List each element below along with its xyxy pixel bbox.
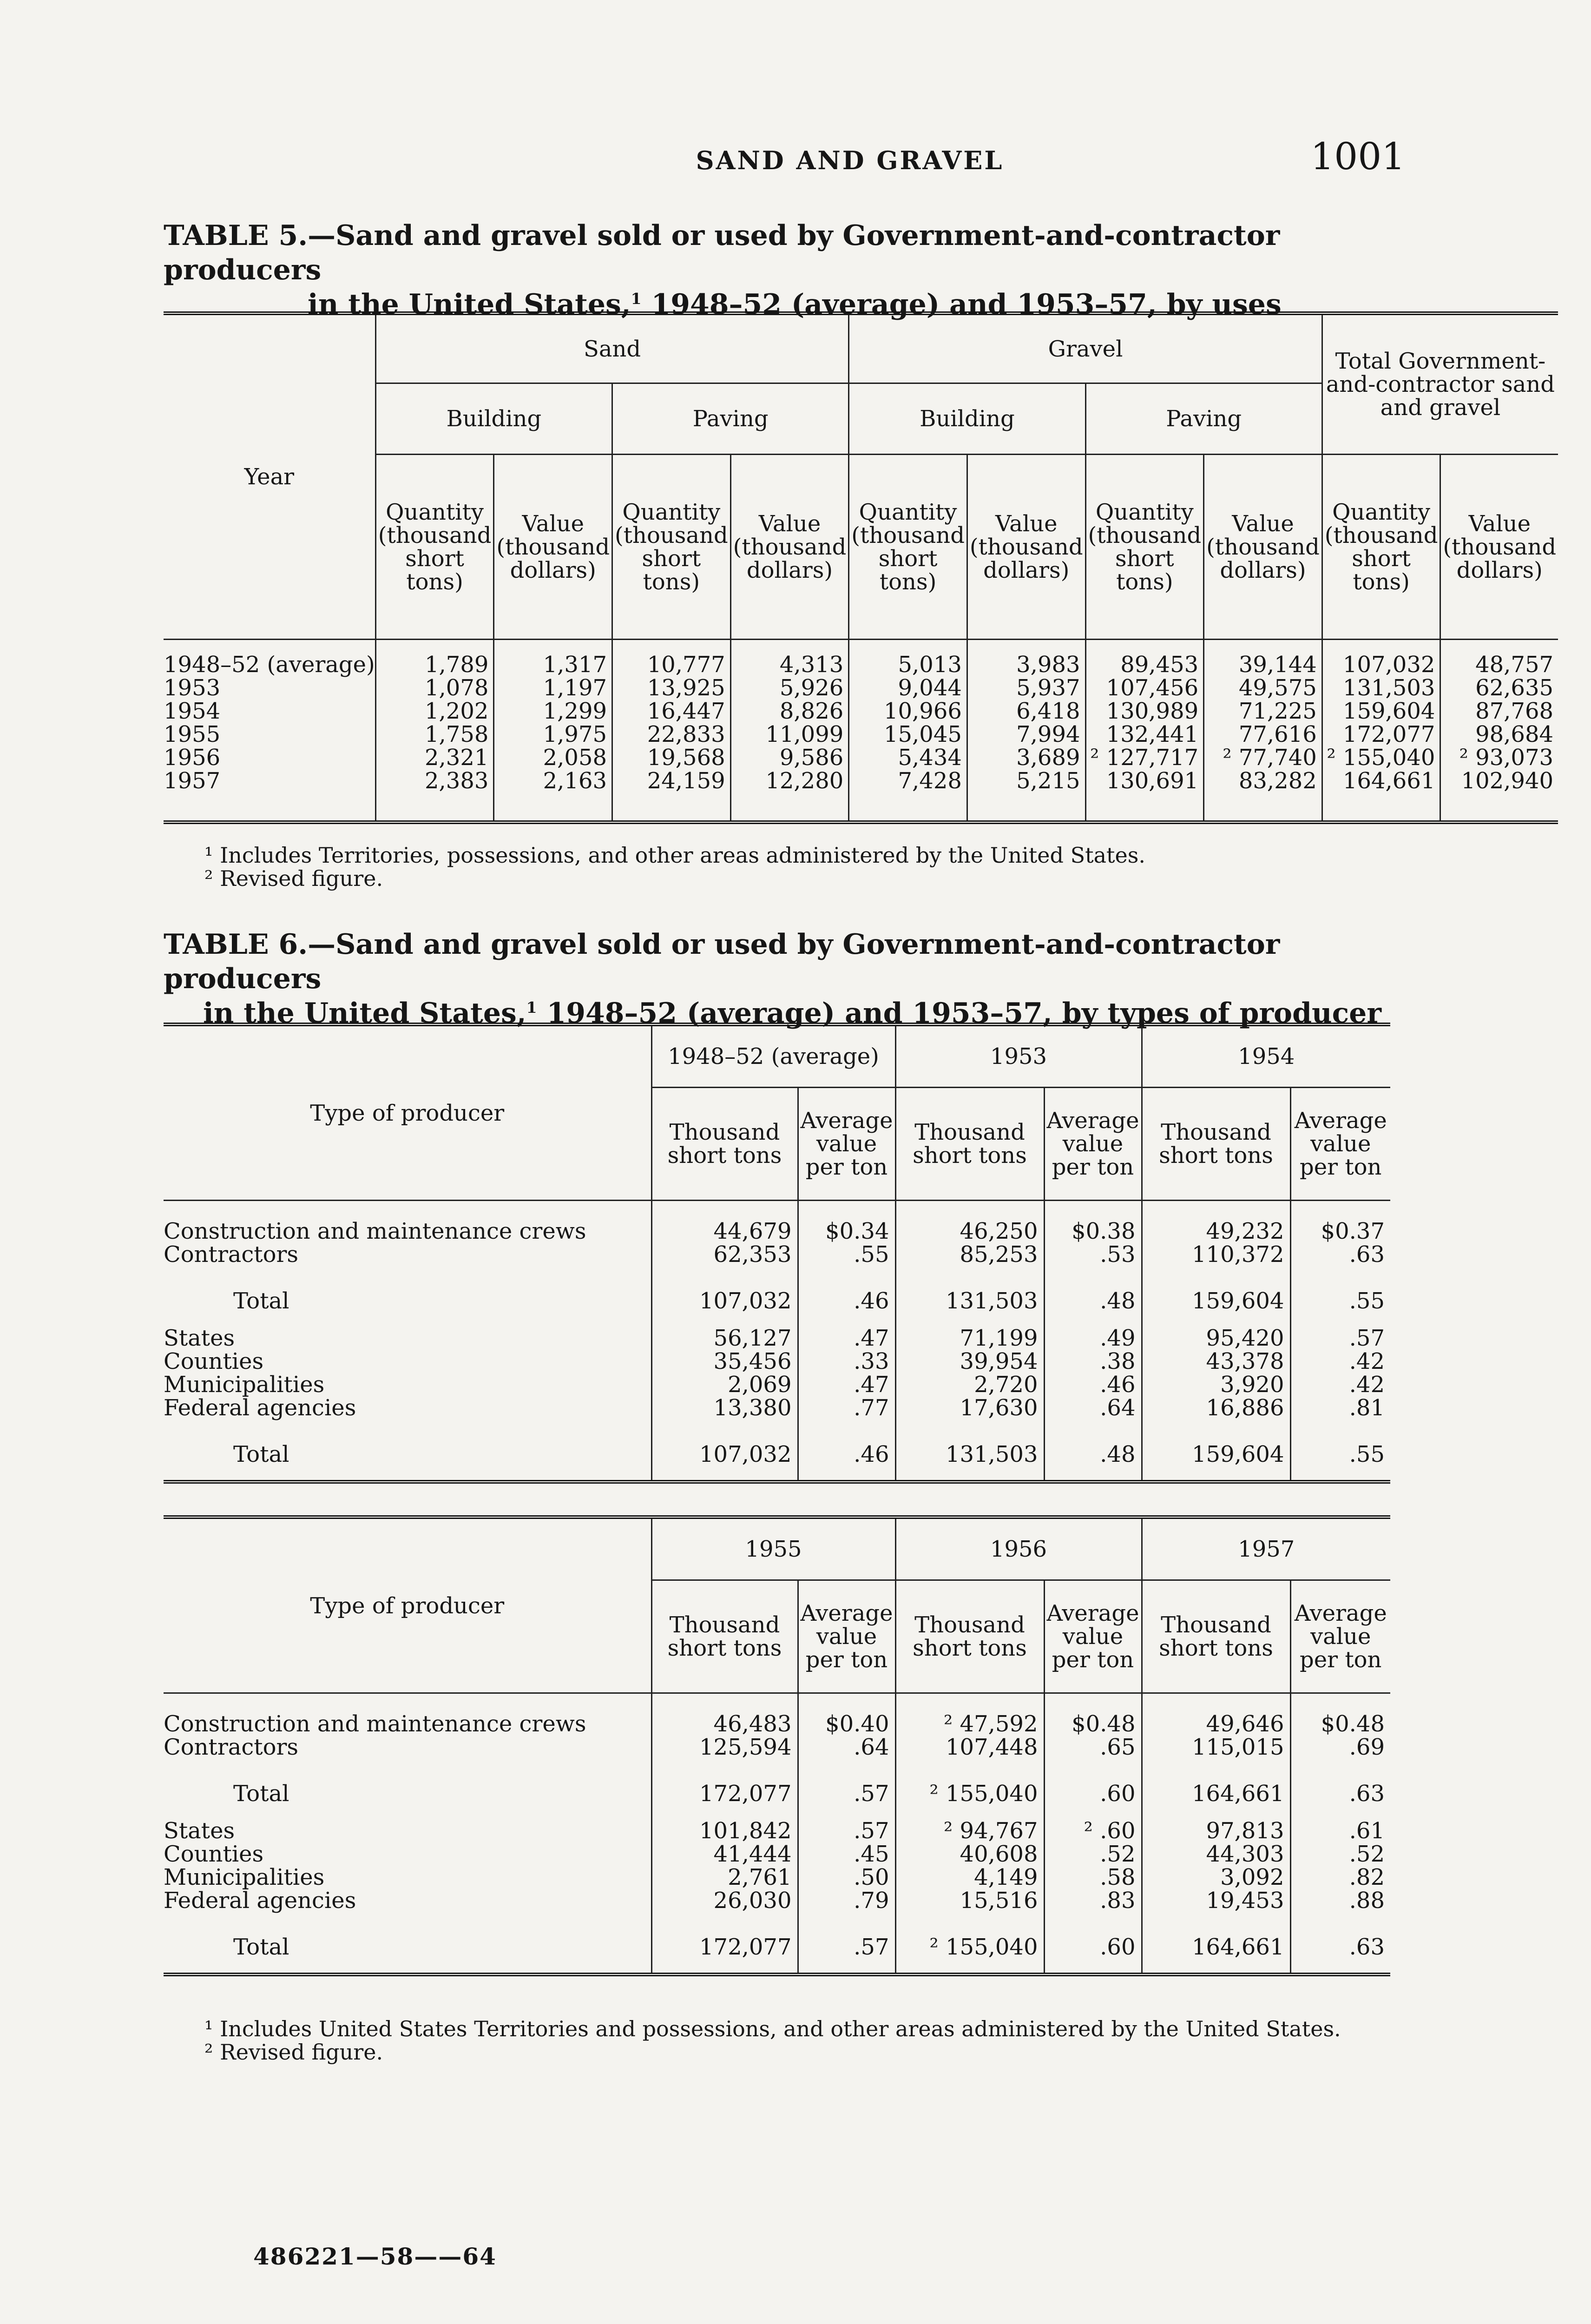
cell: ² .60 [1044,1819,1142,1842]
table6-caption-line1: TABLE 6.—Sand and gravel sold or used by Government-and-contractor producers [164,928,1280,995]
cell: .55 [798,1243,895,1283]
cell: 87,768 [1440,700,1558,723]
cell: 5,215 [967,769,1085,822]
cell: 35,456 [651,1350,798,1373]
cell: 10,777 [612,640,731,677]
cell: 5,434 [849,746,967,769]
cell: ² 47,592 [895,1693,1044,1736]
cell: 1,975 [494,723,612,746]
header-average-value: Average value per ton [1044,1580,1142,1693]
cell: 95,420 [1142,1327,1290,1350]
cell: 2,321 [375,746,494,769]
header-value: Value (thousand dollars) [1204,455,1322,640]
cell: 110,372 [1142,1243,1290,1283]
cell: 107,032 [651,1436,798,1482]
cell: 19,453 [1142,1889,1290,1929]
printing-code: 486221—58——64 [253,2243,497,2270]
table6-caption [164,927,1400,1030]
header-quantity: Quantity (thousand short tons) [612,455,731,640]
row-label: Municipalities [164,1864,325,1890]
row-label: Federal agencies [164,1888,356,1914]
header-average-value: Average value per ton [798,1088,895,1201]
table-row [164,1736,1390,1776]
cell: 2,761 [651,1866,798,1889]
table-row [164,676,1558,700]
cell: 49,646 [1142,1693,1290,1736]
cell: 17,630 [895,1396,1044,1436]
cell: 172,077 [651,1776,798,1819]
header-gravel-paving: Paving [1085,383,1322,455]
header-quantity: Quantity (thousand short tons) [849,455,967,640]
total-row [164,1436,1390,1482]
cell: 2,058 [494,746,612,769]
cell: 48,757 [1440,640,1558,677]
cell: 164,661 [1322,769,1440,822]
cell: 131,503 [895,1436,1044,1482]
cell: 19,568 [612,746,731,769]
row-label: Counties [164,1348,264,1374]
cell: 39,954 [895,1350,1044,1373]
running-head [158,135,1405,178]
cell: .69 [1290,1736,1390,1776]
cell: 22,833 [612,723,731,746]
cell: .82 [1290,1866,1390,1889]
row-label: Total [233,1781,289,1807]
cell: 39,144 [1204,640,1322,677]
cell: $0.48 [1290,1693,1390,1736]
cell: 41,444 [651,1842,798,1866]
total-row [164,1283,1390,1327]
cell: 71,225 [1204,700,1322,723]
cell: .52 [1044,1842,1142,1866]
cell: 130,691 [1085,769,1204,822]
cell: 132,441 [1085,723,1204,746]
cell: 56,127 [651,1327,798,1350]
table5-caption-part-a: in the United States, [308,288,631,321]
cell: .88 [1290,1889,1390,1929]
table-row [164,769,1558,822]
cell: 1,789 [375,640,494,677]
table-row [164,1889,1390,1929]
cell: 40,608 [895,1842,1044,1866]
year-cell: 1955 [164,721,221,747]
cell: 26,030 [651,1889,798,1929]
cell: .63 [1290,1929,1390,1974]
cell: 159,604 [1142,1436,1290,1482]
cell: .57 [798,1929,895,1974]
cell: 83,282 [1204,769,1322,822]
cell: .45 [798,1842,895,1866]
cell: 46,250 [895,1201,1044,1243]
cell: ² 77,740 [1204,746,1322,769]
header-quantity: Quantity (thousand short tons) [375,455,494,640]
table-row [164,1373,1390,1396]
cell: 9,044 [849,676,967,700]
cell: .57 [798,1776,895,1819]
cell: 44,303 [1142,1842,1290,1866]
header-thousand-short-tons: Thousand short tons [651,1088,798,1201]
cell: .47 [798,1327,895,1350]
table6-part-a [164,1023,1390,1484]
cell: .49 [1044,1327,1142,1350]
cell: .79 [798,1889,895,1929]
cell: .61 [1290,1819,1390,1842]
cell: 2,163 [494,769,612,822]
cell: 3,920 [1142,1373,1290,1396]
row-label: Federal agencies [164,1395,356,1421]
year-cell: 1956 [164,745,221,771]
header-quantity: Quantity (thousand short tons) [1085,455,1204,640]
header-average-value: Average value per ton [1290,1088,1390,1201]
cell: .64 [798,1736,895,1776]
cell: ² 94,767 [895,1819,1044,1842]
cell: 107,032 [651,1283,798,1327]
cell: 16,886 [1142,1396,1290,1436]
header-quantity: Quantity (thousand short tons) [1322,455,1440,640]
cell: 131,503 [895,1283,1044,1327]
cell: 1,078 [375,676,494,700]
header-period: 1953 [895,1024,1142,1088]
cell: 49,232 [1142,1201,1290,1243]
table5-footnotes [204,844,1145,890]
header-value: Value (thousand dollars) [1440,455,1558,640]
cell: 77,616 [1204,723,1322,746]
header-thousand-short-tons: Thousand short tons [1142,1088,1290,1201]
header-thousand-short-tons: Thousand short tons [895,1580,1044,1693]
row-label: Municipalities [164,1372,325,1398]
table-row [164,723,1558,746]
cell: .65 [1044,1736,1142,1776]
cell: 97,813 [1142,1819,1290,1842]
cell: .38 [1044,1350,1142,1373]
cell: 164,661 [1142,1776,1290,1819]
cell: 71,199 [895,1327,1044,1350]
cell: 1,299 [494,700,612,723]
cell: .57 [1290,1327,1390,1350]
header-period: 1956 [895,1517,1142,1580]
table5-caption-part-b: 1948–52 (average) and 1953–57, by uses [641,288,1282,321]
header-period: 1957 [1142,1517,1390,1580]
header-sand-building: Building [375,383,612,455]
footnote: ¹ Includes United States Territories and possessions, and other areas administered by the United States. [204,2016,1341,2041]
cell: .46 [1044,1373,1142,1396]
cell: 24,159 [612,769,731,822]
cell: 11,099 [730,723,849,746]
table5-caption-line1: TABLE 5.—Sand and gravel sold or used by Government-and-contractor producers [164,219,1280,286]
table-row [164,1201,1390,1243]
header-period: 1948–52 (average) [651,1024,895,1088]
cell: 3,689 [967,746,1085,769]
cell: 16,447 [612,700,731,723]
cell: $0.48 [1044,1693,1142,1736]
cell: 1,202 [375,700,494,723]
cell: 44,679 [651,1201,798,1243]
cell: 6,418 [967,700,1085,723]
cell: 131,503 [1322,676,1440,700]
cell: 164,661 [1142,1929,1290,1974]
cell: .55 [1290,1283,1390,1327]
header-sand-paving: Paving [612,383,849,455]
cell: .42 [1290,1350,1390,1373]
cell: 172,077 [1322,723,1440,746]
cell: 62,353 [651,1243,798,1283]
cell: $0.40 [798,1693,895,1736]
table-row [164,1327,1390,1350]
cell: 98,684 [1440,723,1558,746]
row-label: Construction and maintenance crews [164,1711,586,1737]
row-label: States [164,1325,235,1351]
cell: 7,428 [849,769,967,822]
cell: 172,077 [651,1929,798,1974]
cell: 49,575 [1204,676,1322,700]
cell: 3,983 [967,640,1085,677]
cell: 13,925 [612,676,731,700]
footnote-ref: 1 [631,290,642,308]
footnote-ref: 1 [526,998,537,1017]
cell: $0.38 [1044,1201,1142,1243]
cell: 5,937 [967,676,1085,700]
table-row [164,1243,1390,1283]
row-label: Contractors [164,1734,299,1760]
cell: 159,604 [1322,700,1440,723]
cell: .52 [1290,1842,1390,1866]
cell: .46 [798,1436,895,1482]
footnote: ² Revised figure. [204,866,383,891]
cell: ² 155,040 [895,1776,1044,1819]
cell: .60 [1044,1929,1142,1974]
cell: .58 [1044,1866,1142,1889]
table6-caption-part-b: 1948–52 (average) and 1953–57, by types of producer [537,997,1381,1030]
header-value: Value (thousand dollars) [967,455,1085,640]
cell: .77 [798,1396,895,1436]
cell: .81 [1290,1396,1390,1436]
cell: 1,197 [494,676,612,700]
cell: 12,280 [730,769,849,822]
cell: .47 [798,1373,895,1396]
cell: .50 [798,1866,895,1889]
cell: 10,966 [849,700,967,723]
total-row [164,1776,1390,1819]
header-thousand-short-tons: Thousand short tons [1142,1580,1290,1693]
cell: 1,317 [494,640,612,677]
cell: 15,516 [895,1889,1044,1929]
cell: $0.37 [1290,1201,1390,1243]
page-number: 1001 [1310,135,1405,178]
header-average-value: Average value per ton [1044,1088,1142,1201]
table6-part-b [164,1515,1390,1976]
cell: ² 155,040 [895,1929,1044,1974]
cell: .33 [798,1350,895,1373]
cell: 107,032 [1322,640,1440,677]
footnote: ¹ Includes Territories, possessions, and other areas administered by the United States. [204,843,1145,868]
cell: 115,015 [1142,1736,1290,1776]
cell: 1,758 [375,723,494,746]
header-value: Value (thousand dollars) [730,455,849,640]
header-thousand-short-tons: Thousand short tons [651,1580,798,1693]
cell: 159,604 [1142,1283,1290,1327]
table-row [164,746,1558,769]
cell: 2,069 [651,1373,798,1396]
table-row [164,1842,1390,1866]
table6-footnotes [204,2017,1341,2064]
header-value: Value (thousand dollars) [494,455,612,640]
cell: 102,940 [1440,769,1558,822]
cell: 4,313 [730,640,849,677]
table5 [164,311,1558,824]
cell: $0.34 [798,1201,895,1243]
table-row [164,640,1558,677]
header-gravel: Gravel [849,313,1322,383]
header-total: Total Government-and-contractor sand and gravel [1322,313,1558,455]
table-row [164,1819,1390,1842]
cell: .83 [1044,1889,1142,1929]
cell: .48 [1044,1436,1142,1482]
cell: .64 [1044,1396,1142,1436]
cell: 5,926 [730,676,849,700]
cell: .55 [1290,1436,1390,1482]
year-cell: 1953 [164,675,221,701]
cell: 89,453 [1085,640,1204,677]
year-cell: 1948–52 (average) [164,652,375,678]
cell: 62,635 [1440,676,1558,700]
header-period: 1955 [651,1517,895,1580]
cell: 15,045 [849,723,967,746]
row-label: Contractors [164,1241,299,1268]
table5-caption [164,218,1400,322]
cell: ² 93,073 [1440,746,1558,769]
cell: 107,456 [1085,676,1204,700]
table6-caption-part-a: in the United States, [203,997,526,1030]
cell: 107,448 [895,1736,1044,1776]
cell: .42 [1290,1373,1390,1396]
cell: 101,842 [651,1819,798,1842]
header-average-value: Average value per ton [1290,1580,1390,1693]
cell: 9,586 [730,746,849,769]
header-period: 1954 [1142,1024,1390,1088]
row-label: Total [233,1934,289,1960]
cell: 46,483 [651,1693,798,1736]
cell: 2,383 [375,769,494,822]
cell: 13,380 [651,1396,798,1436]
cell: 125,594 [651,1736,798,1776]
header-average-value: Average value per ton [798,1580,895,1693]
cell: 85,253 [895,1243,1044,1283]
cell: .63 [1290,1776,1390,1819]
year-cell: 1957 [164,768,221,794]
cell: .48 [1044,1283,1142,1327]
table-row [164,700,1558,723]
table-row [164,1396,1390,1436]
cell: ² 155,040 [1322,746,1440,769]
cell: 5,013 [849,640,967,677]
header-gravel-building: Building [849,383,1085,455]
cell: .53 [1044,1243,1142,1283]
running-head-title: SAND AND GRAVEL [696,145,1004,175]
cell: 4,149 [895,1866,1044,1889]
row-label: Counties [164,1841,264,1867]
cell: 130,989 [1085,700,1204,723]
cell: .60 [1044,1776,1142,1819]
row-label: Total [233,1441,289,1467]
cell: 43,378 [1142,1350,1290,1373]
cell: 7,994 [967,723,1085,746]
footnote: ² Revised figure. [204,2040,383,2065]
cell: ² 127,717 [1085,746,1204,769]
header-sand: Sand [375,313,849,383]
row-label: Construction and maintenance crews [164,1218,586,1244]
cell: .57 [798,1819,895,1842]
cell: .63 [1290,1243,1390,1283]
header-type-of-producer: Type of producer [164,1024,651,1201]
total-row [164,1929,1390,1974]
row-label: States [164,1818,235,1844]
header-year: Year [164,313,375,640]
row-label: Total [233,1288,289,1314]
cell: 2,720 [895,1373,1044,1396]
cell: .46 [798,1283,895,1327]
header-type-of-producer: Type of producer [164,1517,651,1693]
cell: 8,826 [730,700,849,723]
table-row [164,1350,1390,1373]
table-row [164,1866,1390,1889]
header-thousand-short-tons: Thousand short tons [895,1088,1044,1201]
cell: 3,092 [1142,1866,1290,1889]
year-cell: 1954 [164,698,221,724]
table-row [164,1693,1390,1736]
